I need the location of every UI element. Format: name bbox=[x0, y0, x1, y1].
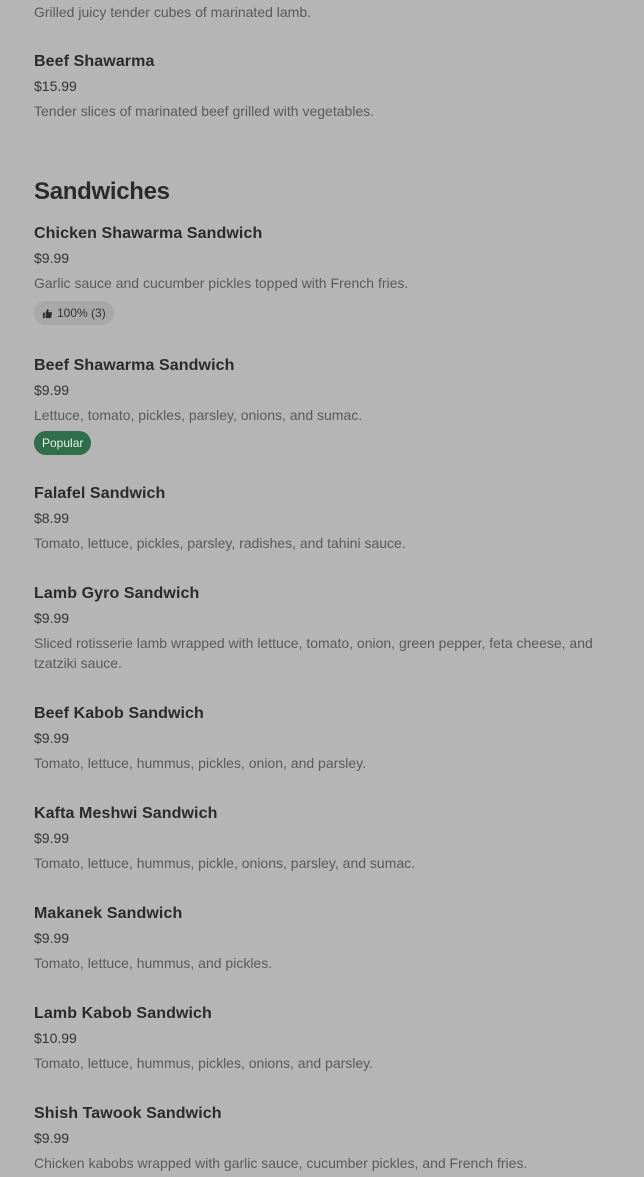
item-price: $9.99 bbox=[34, 930, 70, 946]
item-description: Tomato, lettuce, hummus, and pickles. bbox=[34, 955, 273, 971]
item-price: $9.99 bbox=[34, 610, 70, 626]
item-description: Tomato, lettuce, hummus, pickle, onions, parsley, and sumac. bbox=[34, 855, 416, 871]
menu-item-beef-shawarma-sandwich[interactable] bbox=[34, 356, 624, 455]
item-description: Tomato, lettuce, hummus, pickles, onion, and parsley. bbox=[34, 755, 367, 771]
item-name: Falafel Sandwich bbox=[34, 485, 166, 502]
item-price: $9.99 bbox=[34, 830, 70, 846]
item-description: Chicken kabobs wrapped with garlic sauce, cucumber pickles, and French fries. bbox=[34, 1155, 528, 1171]
menu-item-falafel-sandwich[interactable] bbox=[34, 484, 624, 553]
item-price: $9.99 bbox=[34, 1130, 70, 1146]
section-title: Sandwiches bbox=[34, 178, 170, 205]
menu-item-chicken-shawarma-sandwich[interactable] bbox=[34, 224, 624, 325]
item-price: $9.99 bbox=[34, 382, 70, 398]
item-price: $15.99 bbox=[34, 78, 77, 94]
item-description: Lettuce, tomato, pickles, parsley, onions, and sumac. bbox=[34, 407, 363, 423]
item-name: Beef Shawarma bbox=[34, 53, 155, 70]
rating-text: 100% (3) bbox=[57, 306, 106, 320]
item-name: Beef Kabob Sandwich bbox=[34, 705, 204, 722]
item-description: Tomato, lettuce, pickles, parsley, radishes, and tahini sauce. bbox=[34, 535, 406, 551]
thumbs-up-icon bbox=[42, 308, 53, 319]
item-name: Lamb Kabob Sandwich bbox=[34, 1005, 212, 1022]
menu-item-lamb-gyro-sandwich[interactable] bbox=[34, 584, 624, 673]
item-name: Beef Shawarma Sandwich bbox=[34, 357, 235, 374]
item-name: Makanek Sandwich bbox=[34, 905, 183, 922]
item-description: Garlic sauce and cucumber pickles topped with French fries. bbox=[34, 275, 409, 291]
item-price: $8.99 bbox=[34, 510, 70, 526]
item-description: Sliced rotisserie lamb wrapped with lettuce, tomato, onion, green pepper, feta cheese, and tzatziki sauce. bbox=[34, 635, 593, 671]
menu-item-lamb-kabob-sandwich[interactable] bbox=[34, 1004, 624, 1073]
item-price: $9.99 bbox=[34, 730, 70, 746]
item-price: $10.99 bbox=[34, 1030, 77, 1046]
rating-chip bbox=[34, 301, 114, 325]
menu-item-beef-kabob-sandwich[interactable] bbox=[34, 704, 624, 773]
item-name: Chicken Shawarma Sandwich bbox=[34, 225, 263, 242]
item-price: $9.99 bbox=[34, 250, 70, 266]
menu-item-shish-tawook-sandwich[interactable] bbox=[34, 1104, 624, 1173]
menu-item-makanek-sandwich[interactable] bbox=[34, 904, 624, 973]
popular-badge: Popular bbox=[34, 431, 91, 455]
item-name: Lamb Gyro Sandwich bbox=[34, 585, 200, 602]
menu-item-kafta-meshwi-sandwich[interactable] bbox=[34, 804, 624, 873]
menu-item-beef-shawarma[interactable] bbox=[34, 52, 624, 121]
item-name: Kafta Meshwi Sandwich bbox=[34, 805, 218, 822]
item-name: Shish Tawook Sandwich bbox=[34, 1105, 222, 1122]
item-description: Tomato, lettuce, hummus, pickles, onions, and parsley. bbox=[34, 1055, 374, 1071]
item-description: Tender slices of marinated beef grilled with vegetables. bbox=[34, 103, 375, 119]
item-description: Grilled juicy tender cubes of marinated lamb. bbox=[34, 4, 312, 20]
